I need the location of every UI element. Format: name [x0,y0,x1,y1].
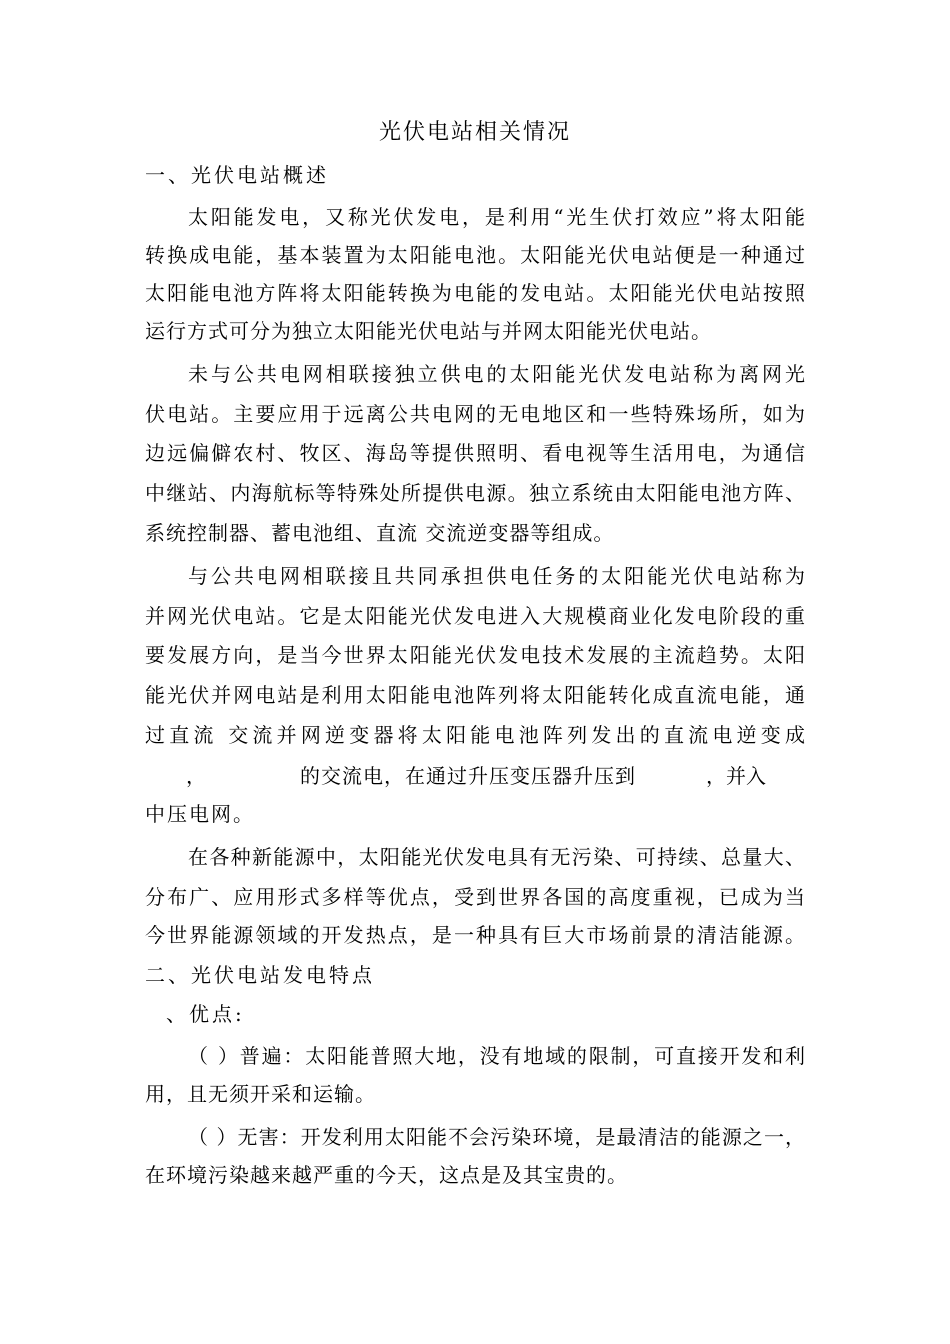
paragraph-line: 与公共电网相联接且共同承担供电任务的太阳能光伏电站称为 [188,564,805,588]
paragraph-line: 中继站、内海航标等特殊处所提供电源。独立系统由太阳能电池方阵、 [145,481,805,505]
paragraph-line: 今世界能源领域的开发热点，是一种具有巨大市场前景的清洁能源。 [145,923,805,947]
paragraph-line: 系统控制器、蓄电池组、直流 交流逆变器等组成。 [145,521,615,545]
paragraph-line: 分布广、应用形式多样等优点，受到世界各国的高度重视，已成为当 [145,885,805,909]
subheading-advantages: 、优点: [166,1002,245,1026]
section-heading-features: 二、光伏电站发电特点 [145,963,375,987]
section-heading-overview: 一、光伏电站概述 [145,163,329,187]
paragraph-line: 在各种新能源中，太阳能光伏发电具有无污染、可持续、总量大、 [188,845,805,869]
paragraph-fragment: 的交流电，在通过升压变压器升压到 [300,764,636,788]
list-item-line: （ ）普遍：太阳能普照大地，没有地域的限制，可直接开发和利 [188,1044,805,1068]
paragraph-line: 能光伏并网电站是利用太阳能电池阵列将太阳能转化成直流电能，通 [145,683,805,707]
paragraph-line: 太阳能电池方阵将太阳能转换为电能的发电站。太阳能光伏电站按照 [145,281,805,305]
list-item-line: （ ）无害：开发利用太阳能不会污染环境，是最清洁的能源之一， [188,1125,805,1149]
document-title: 光伏电站相关情况 [378,120,571,145]
list-item-line: 用，且无须开采和运输。 [145,1082,376,1106]
paragraph-fragment: ，并入 [706,764,766,788]
paragraph-line: 伏电站。主要应用于远离公共电网的无电地区和一些特殊场所，如为 [145,402,805,426]
list-item-line: 在环境污染越来越严重的今天，这点是及其宝贵的。 [145,1163,628,1187]
paragraph-line: 未与公共电网相联接独立供电的太阳能光伏发电站称为离网光 [188,362,805,386]
paragraph-line: 要发展方向，是当今世界太阳能光伏发电技术发展的主流趋势。太阳 [145,643,805,667]
paragraph-line: 太阳能发电，又称光伏发电，是利用“光生伏打效应”将太阳能 [188,205,805,229]
paragraph-line: 运行方式可分为独立太阳能光伏电站与并网太阳能光伏电站。 [145,319,712,343]
paragraph-line: 过直流 交流并网逆变器将太阳能电池阵列发出的直流电逆变成 [145,723,805,747]
paragraph-fragment: ， [186,764,206,788]
paragraph-line: 边远偏僻农村、牧区、海岛等提供照明、看电视等生活用电，为通信 [145,441,805,465]
paragraph-line: 转换成电能，基本装置为太阳能电池。太阳能光伏电站便是一种通过 [145,243,805,267]
paragraph-line: 并网光伏电站。它是太阳能光伏发电进入大规模商业化发电阶段的重 [145,604,805,628]
paragraph-line: 中压电网。 [145,802,255,826]
